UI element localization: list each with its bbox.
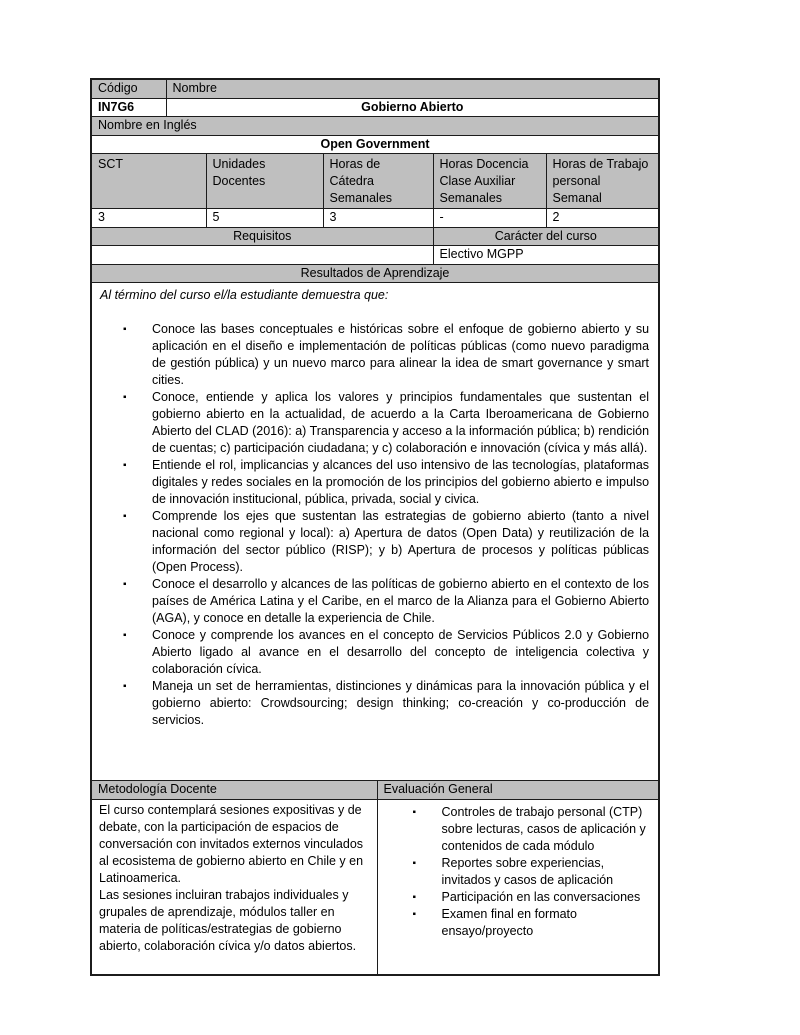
row-code-name-labels — [91, 79, 659, 98]
learning-outcome-item: ▪ Conoce y comprende los avances en el concepto de Servicios Públicos 2.0 y Gobierno Abierto ligado al avance en el desarrollo del concepto de inteligencia colectiva y colaboración cívica. — [122, 627, 649, 678]
unidades-docentes-value-cell: 5 — [206, 209, 323, 228]
evaluation-item: ▪ Controles de trabajo personal (CTP) sobre lecturas, casos de aplicación y contenidos de cada módulo — [412, 804, 651, 855]
course-syllabus-table — [90, 78, 660, 976]
evaluacion-header-cell: Evaluación General — [377, 781, 659, 800]
row-resultados-header — [91, 264, 659, 283]
metodologia-paragraph: El curso contemplará sesiones expositivas y de debate, con la participación de espacios de conversación con invitados externos vinculados al ecosistema de gobierno abierto en Chile y en Latinoamerica. — [99, 802, 364, 885]
caracter-header-cell: Carácter del curso — [433, 227, 659, 246]
horas-trabajo-header-cell: Horas de Trabajo personal Semanal — [546, 154, 659, 209]
evaluation-item: ▪ Examen final en formato ensayo/proyecto — [412, 906, 651, 940]
sct-header-cell: SCT — [91, 154, 206, 209]
learning-outcome-item: ▪ Conoce las bases conceptuales e históricas sobre el enfoque de gobierno abierto y su aplicación en el diseño e implementación de políticas públicas (como nuevo paradigma de gestión pública) y un nuevo marco para alinear la idea de smart governance y smart cities. — [122, 321, 649, 389]
row-english-value — [91, 135, 659, 154]
requisitos-header-cell: Requisitos — [91, 227, 433, 246]
row-credit-values — [91, 209, 659, 228]
row-method-eval-content — [91, 799, 659, 975]
evaluation-item: ▪ Participación en las conversaciones — [412, 889, 651, 906]
horas-catedra-header-cell: Horas de Cátedra Semanales — [323, 154, 433, 209]
codigo-value-cell: IN7G6 — [91, 98, 166, 117]
resultados-content-cell — [91, 283, 659, 781]
learning-outcome-item: ▪ Maneja un set de herramientas, distinciones y dinámicas para la innovación pública y el gobierno abierto: Crowdsourcing; design thinking; co-creación y co-producción de servicios. — [122, 678, 649, 729]
metodologia-paragraph: Las sesiones incluiran trabajos individuales y grupales de aprendizaje, módulos taller en materia de políticas/estrategias de gobierno abierto, colaboración cívica y/o datos abiertos. — [99, 887, 357, 953]
learning-outcome-item: ▪ Entiende el rol, implicancias y alcances del uso intensivo de las tecnologías, plataformas digitales y redes sociales en la promoción de los principios del gobierno abierto e impulso de innovación institucional, pública, privada, social y civica. — [122, 457, 649, 508]
evaluation-list — [412, 804, 651, 940]
nombre-label-cell: Nombre — [166, 79, 659, 98]
metodologia-content-cell — [91, 799, 377, 975]
learning-outcome-item: ▪ Comprende los ejes que sustentan las estrategias de gobierno abierto (tanto a nivel nacional como regional y local): a) Apertura de datos (Open Data) y reutilización de la información del sector público (RISP); y b) Apertura de procesos y políticas públicas (Open Process). — [122, 508, 649, 576]
row-code-name-values — [91, 98, 659, 117]
metodologia-header-cell: Metodología Docente — [91, 781, 377, 800]
learning-outcome-item: ▪ Conoce el desarrollo y alcances de las políticas de gobierno abierto en el contexto de los países de América Latina y el Caribe, en el marco de la Alianza para el Gobierno Abierto (AGA), y conoce en detalle la experiencia de Chile. — [122, 576, 649, 627]
unidades-docentes-header-cell: Unidades Docentes — [206, 154, 323, 209]
horas-trabajo-value-cell: 2 — [546, 209, 659, 228]
horas-catedra-value-cell: 3 — [323, 209, 433, 228]
learning-outcome-item: ▪ Conoce, entiende y aplica los valores y principios fundamentales que sustentan el gobierno abierto en la actualidad, de acuerdo a la Carta Iberoamericana de Gobierno Abierto del CLAD (2016): a) Transparencia y acceso a la información pública; b) rendición de cuentas; c) participación ciudadana; y c) colaboración e innovación (cívica y más allá). — [122, 389, 649, 457]
english-name-cell: Open Government — [91, 135, 659, 154]
requisitos-value-cell — [91, 246, 433, 265]
evaluacion-content-cell — [377, 799, 659, 975]
resultados-header-cell: Resultados de Aprendizaje — [91, 264, 659, 283]
sct-value-cell: 3 — [91, 209, 206, 228]
row-resultados-content — [91, 283, 659, 781]
row-method-eval-headers — [91, 781, 659, 800]
evaluation-item: ▪ Reportes sobre experiencias, invitados y casos de aplicación — [412, 855, 651, 889]
row-requisitos-caracter-labels — [91, 227, 659, 246]
codigo-label-cell: Código — [91, 79, 166, 98]
caracter-value-cell: Electivo MGPP — [433, 246, 659, 265]
learning-outcomes-list — [122, 321, 650, 729]
horas-docencia-header-cell: Horas Docencia Clase Auxiliar Semanales — [433, 154, 546, 209]
learning-outcomes-intro: Al término del curso el/la estudiante demuestra que: — [100, 288, 389, 302]
course-name-cell: Gobierno Abierto — [166, 98, 659, 117]
row-requisitos-caracter-values — [91, 246, 659, 265]
horas-docencia-value-cell: - — [433, 209, 546, 228]
row-english-label — [91, 117, 659, 136]
nombre-ingles-label-cell: Nombre en Inglés — [91, 117, 659, 136]
row-credit-headers — [91, 154, 659, 209]
